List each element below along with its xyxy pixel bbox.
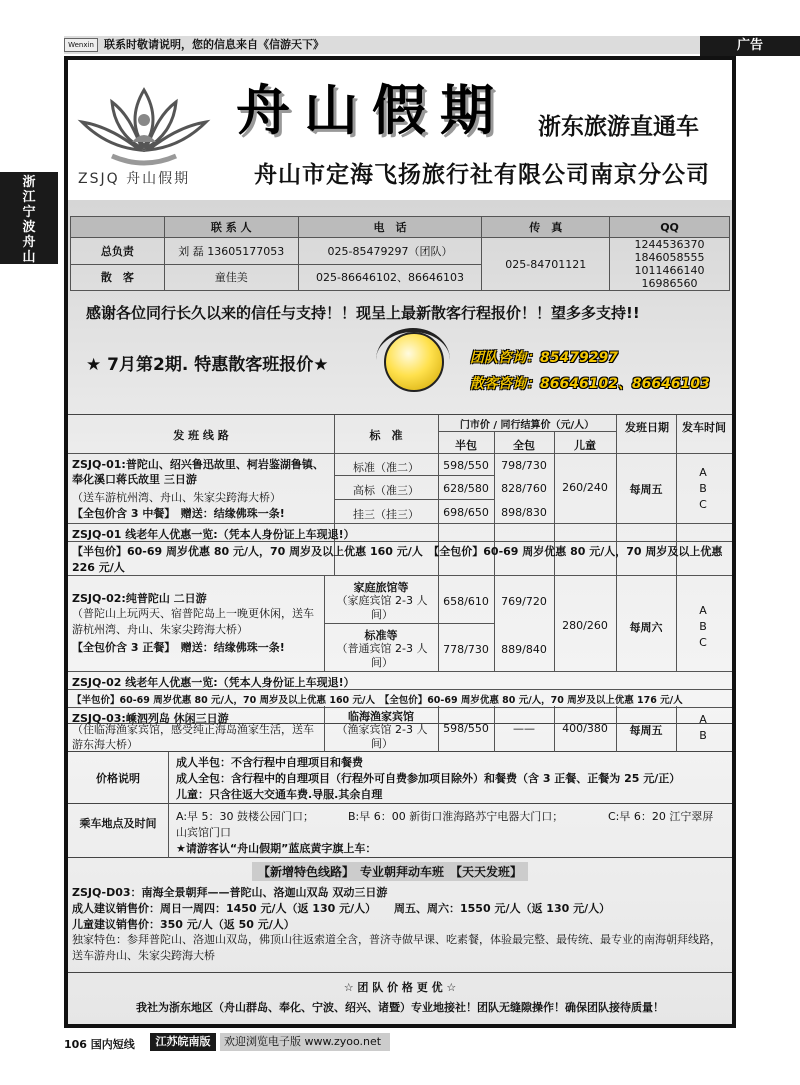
retail-hotline: 散客咨询：86646102、86646103 [470,376,710,392]
child-price: 400/380 [562,722,608,735]
route3-row [68,706,732,752]
senior-discount: 【半包价】60-69 周岁优惠 80 元/人，70 周岁及以上优惠 160 元/人 【全包价】60-69 周岁优惠 80 元/人，70 周岁及以上优惠 176 元/人 [72,695,683,706]
special-route: 【新增特色线路】 专业朝拜动车班 【天天发班】 ZSJQ-D03：南海全景朝拜——普陀山、洛迦山双岛 双动三日游 成人建议销售价：周日一周四：1450 元/人（返 130 元/人） 周五、周六：1550 元/人（返 130 元/人） 儿童建议销售价：350 元/人（返 50 元/人） 独家特色：参拜普陀山、洛迦山双岛，佛顶山往返索道全含，普济寺做早课、吃素餐，体验最完整、最传统、最专业的南海朝拜线路，送车游舟山、朱家尖跨海大桥 [68,860,732,970]
team-title: ☆ 团 队 价 格 更 优 ☆ [343,981,457,994]
price-table [68,414,732,724]
senior-title: ZSJQ-02 线老年人优惠一览:（凭本人身份证上车现退!） [72,676,355,689]
route-title: ZSJQ-03:嵊泗列岛 休闲三日游 [72,712,229,725]
child-price: 260/240 [562,481,608,494]
depart-codes: A B C [699,466,707,511]
contact-name: 童佳美 [164,264,298,291]
fax-number: 025-84701121 [482,238,610,291]
region-side-tab: 浙 江 宁 波 舟 山 [0,172,58,264]
tier-full: 798/730 [501,459,547,472]
price-notes-label: 价格说明 [96,772,140,785]
contact-role: 总负责 [71,238,165,265]
tier-full: 769/720 [501,595,547,608]
route-title: ZSJQ-01:普陀山、绍兴鲁迅故里、柯岩鉴湖鲁镇、奉化溪口蒋氏故里 三日游 [72,458,324,486]
tier-standard-note: （渔家宾馆 2-3 人间） [336,723,428,750]
full-header: 全包 [513,439,535,452]
top-info-bar [64,36,800,54]
schedule-day: 每周六 [629,621,663,634]
issue-title: ★ 7月第2期. 特惠散客班报价★ [86,355,329,375]
advertisement [64,56,736,1028]
tier-full: —— [513,722,535,735]
price-notes: 价格说明 成人半包：不含行程中自理项目和餐费 成人全包：含行程中的自理项目（行程外可自费参加项目除外）和餐费（含 3 正餐、正餐为 25 元/正） 儿童：只含往返大交通车费.导服.其余自理 [68,752,732,804]
tier-half: 598/550 [443,722,489,735]
route-note: （住临海渔家宾馆，感受纯正海岛渔家生活，送车游东海大桥） [72,723,314,751]
thanks-message: 感谢各位同行长久以来的信任与支持！！现呈上最新散客行程报价！！望多多支持!! [86,304,640,322]
pickup-label: 乘车地点及时间 [79,817,157,830]
senior-title: ZSJQ-01 线老年人优惠一览:（凭本人身份证上车现退!） [72,528,355,541]
smiley-headset-icon [384,332,444,392]
tier-half: 598/550 [443,459,489,472]
tier-half: 628/580 [443,482,489,495]
tier-standard: 标准等 [364,629,398,642]
schedule-header: 发班日期 [625,421,669,434]
half-header: 半包 [455,439,477,452]
team-hotline: 团队咨询：85479297 [470,350,618,366]
contact-phone: 025-85479297（团队） [298,238,482,265]
route-note: （送车游杭州湾、舟山、朱家尖跨海大桥） [72,491,281,504]
team-text: 我社为浙东地区（舟山群岛、奉化、宁波、绍兴、诸暨）专业地接社！团队无缝隙操作！确保团队接待质量！ [136,1001,664,1014]
pickup-section: 乘车地点及时间 A:早 5：30 鼓楼公园门口； B:早 6：00 新街口淮海路苏宁电器大门口； C:早 6：20 江宁翠屏 山宾馆门口 ★请游客认“舟山假期”蓝底黄字旗上车： [68,804,732,858]
team-section [68,972,732,1028]
company-name: 舟山市定海飞扬旅行社有限公司南京分公司 [254,162,710,188]
schedule-day: 每周五 [629,724,663,737]
tier-standard-note: （家庭宾馆 2-3 人间） [336,594,428,621]
publisher-logo: Wenxin [64,38,98,52]
logo-text: ZSJQ 舟山假期 [78,171,191,187]
route-meal: 【全包价含 3 正餐】 赠送：结缘佛珠一条! [72,641,285,654]
special-title: ZSJQ-D03：南海全景朝拜——普陀山、洛迦山双岛 双动三日游 [72,886,388,899]
price-group-header: 门市价 / 同行结算价（元/人） [459,420,595,431]
depart-codes: A B [699,713,707,742]
tier-full: 828/760 [501,482,547,495]
contact-phone: 025-86646102、86646103 [298,264,482,291]
senior-discount: 【半包价】60-69 周岁优惠 80 元/人，70 周岁及以上优惠 160 元/人 【全包价】60-69 周岁优惠 80 元/人，70 周岁及以上优惠 226 元/人 [72,545,723,574]
ad-header [68,60,732,200]
standard-header: 标 准 [369,429,403,442]
lotus-buddha-logo [72,80,216,170]
website-link[interactable]: 欢迎浏览电子版 www.zyoo.net [220,1033,390,1051]
contact-name: 刘 磊 13605177053 [164,238,298,265]
tier-standard: 挂三（挂三） [353,508,419,521]
tier-half: 778/730 [443,643,489,656]
flag-notice: ★请游客认“舟山假期”蓝底黄字旗上车： [176,842,377,855]
special-header: 【新增特色线路】 专业朝拜动车班 【天天发班】 [252,862,528,881]
tier-standard: 家庭旅馆等 [353,581,409,594]
tier-standard: 标准（准二） [353,461,419,474]
contact-table: 联 系 人 电 话 传 真 QQ 总负责 刘 磊 13605177053 025-85479297（团队） 025-84701121 1244536370 1846058555 1011466140 16986560 散 客 童佳美 025-86646102、86646103 [70,216,730,291]
tier-half: 698/650 [443,506,489,519]
route-title: ZSJQ-02:纯普陀山 二日游 [72,592,207,605]
contact-role: 散 客 [71,264,165,291]
source-note: 联系时敬请说明，您的信息来自《信游天下》 [104,38,324,51]
qq-list: 1244536370 1846058555 1011466140 16986560 [610,238,730,291]
route-note: （普陀山上玩两天、宿普陀岛上一晚更休闲，送车游杭州湾、舟山、朱家尖跨海大桥） [72,607,314,636]
edition-tag: 江苏皖南版 [150,1033,216,1051]
tier-standard-note: （普通宾馆 2-3 人间） [336,642,428,669]
special-features: 独家特色：参拜普陀山、洛迦山双岛，佛顶山往返索道全含，普济寺做早课、吃素餐，体验最完整、最传统、最专业的南海朝拜线路，送车游舟山、朱家尖跨海大桥 [72,933,721,962]
route-header: 发 班 线 路 [173,429,229,442]
depart-codes: A B C [699,604,707,649]
child-header: 儿童 [574,439,596,452]
schedule-day: 每周五 [629,483,663,496]
brand-title: 舟山假期 [236,78,508,142]
tier-standard: 临海渔家宾馆 [348,710,414,723]
page-number: 106 国内短线 [64,1038,135,1051]
tier-full: 898/830 [501,506,547,519]
child-price: 280/260 [562,619,608,632]
brand-subtitle: 浙东旅游直通车 [538,114,699,140]
tier-full: 889/840 [501,643,547,656]
depart-header: 发车时间 [682,421,726,434]
tier-standard: 高标（准三） [353,484,419,497]
ad-label: 广告 [700,36,800,56]
route-meal: 【全包价含 3 中餐】 赠送：结缘佛珠一条! [72,507,285,520]
tier-half: 658/610 [443,595,489,608]
